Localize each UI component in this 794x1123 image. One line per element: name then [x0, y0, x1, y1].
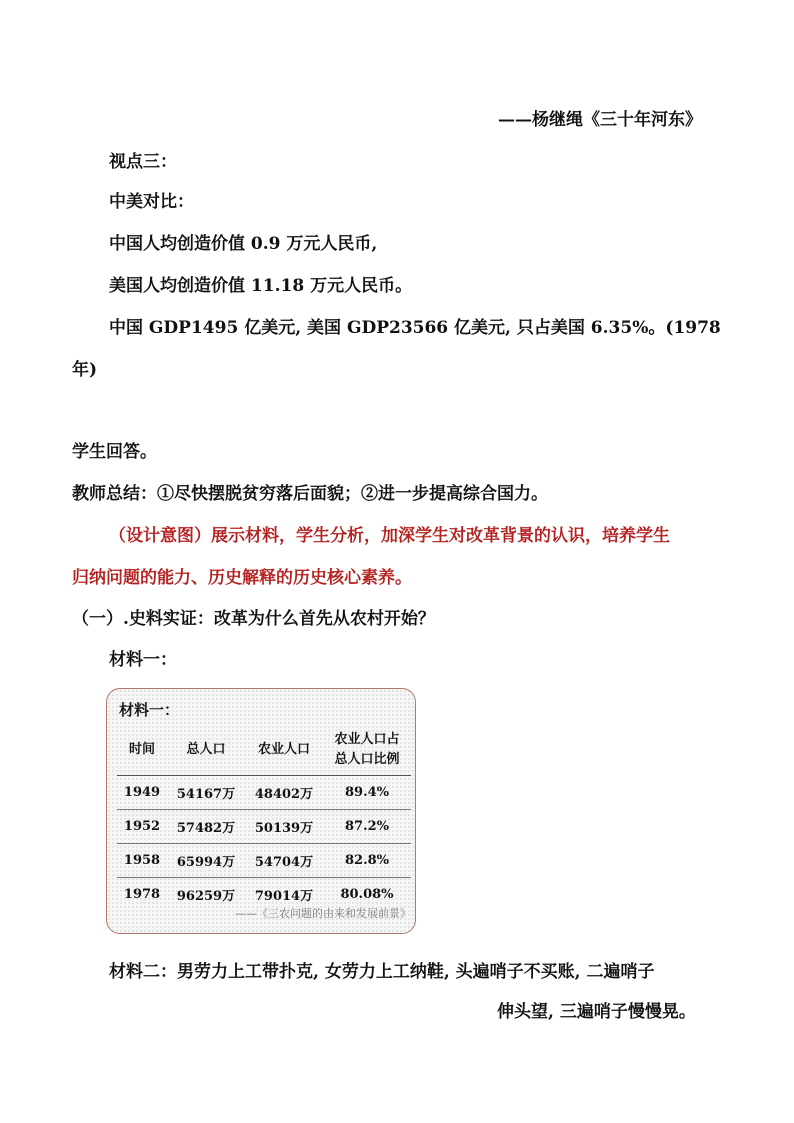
material1-label: 材料一：	[109, 650, 177, 670]
header-time: 时间	[117, 725, 167, 776]
gdp-line: 中国 GDP1495 亿美元, 美国 GDP23566 亿美元, 只占美国 6.35%。(1978	[109, 318, 721, 338]
material1-figure	[106, 688, 416, 934]
table-row	[117, 810, 411, 844]
material1-source: ——《三农问题的由来和发展前景》	[235, 907, 411, 920]
student-answer: 学生回答。	[72, 442, 157, 462]
cell-agri: 79014万	[254, 889, 314, 904]
cell-year: 1978	[123, 887, 161, 902]
design-intent-line1: （设计意图）展示材料，学生分析，加深学生对改革背景的认识，培养学生	[109, 526, 670, 546]
cell-year: 1949	[117, 776, 167, 810]
teacher-summary: 教师总结：①尽快摆脱贫穷落后面貌；②进一步提高综合国力。	[72, 484, 548, 504]
usa-value-line: 美国人均创造价值 11.18 万元人民币。	[109, 276, 413, 296]
cell-ratio: 87.2%	[323, 810, 411, 844]
material2-line2: 伸头望, 三遍哨子慢慢晃。	[497, 1002, 696, 1022]
china-value-line: 中国人均创造价值 0.9 万元人民币,	[109, 234, 378, 254]
cell-year: 1958	[117, 844, 167, 878]
compare-label: 中美对比：	[109, 192, 194, 212]
population-table	[117, 725, 411, 911]
table-row	[117, 844, 411, 878]
cell-year: 1952	[117, 810, 167, 844]
table-row	[117, 776, 411, 810]
cell-agri: 50139万	[245, 810, 323, 844]
cell-total: 65994万	[167, 844, 245, 878]
cell-ratio: 82.8%	[323, 844, 411, 878]
design-intent-line2: 归纳问题的能力、历史解释的历史核心素养。	[72, 568, 412, 588]
gdp-line-cont: 年)	[72, 360, 98, 380]
cell-total: 57482万	[167, 810, 245, 844]
cell-ratio: 80.08%	[340, 887, 394, 902]
cell-total: 96259万	[176, 889, 236, 904]
attribution: ——杨继绳《三十年河东》	[498, 110, 702, 130]
material1-box-title: 材料一：	[119, 701, 180, 719]
cell-agri: 48402万	[245, 776, 323, 810]
viewpoint-heading: 视点三：	[109, 152, 177, 172]
header-total-population: 总人口	[167, 725, 245, 776]
cell-ratio: 89.4%	[323, 776, 411, 810]
section-heading: （一）.史料实证：改革为什么首先从农村开始？	[72, 609, 435, 629]
material2-line1: 材料二：男劳力上工带扑克, 女劳力上工纳鞋, 头遍哨子不买账, 二遍哨子	[109, 962, 655, 982]
cell-total: 54167万	[167, 776, 245, 810]
header-agricultural-ratio: 农业人口占 总人口比例	[323, 725, 411, 776]
cell-agri: 54704万	[245, 844, 323, 878]
table-header-row	[117, 725, 411, 776]
header-agricultural-population: 农业人口	[245, 725, 323, 776]
